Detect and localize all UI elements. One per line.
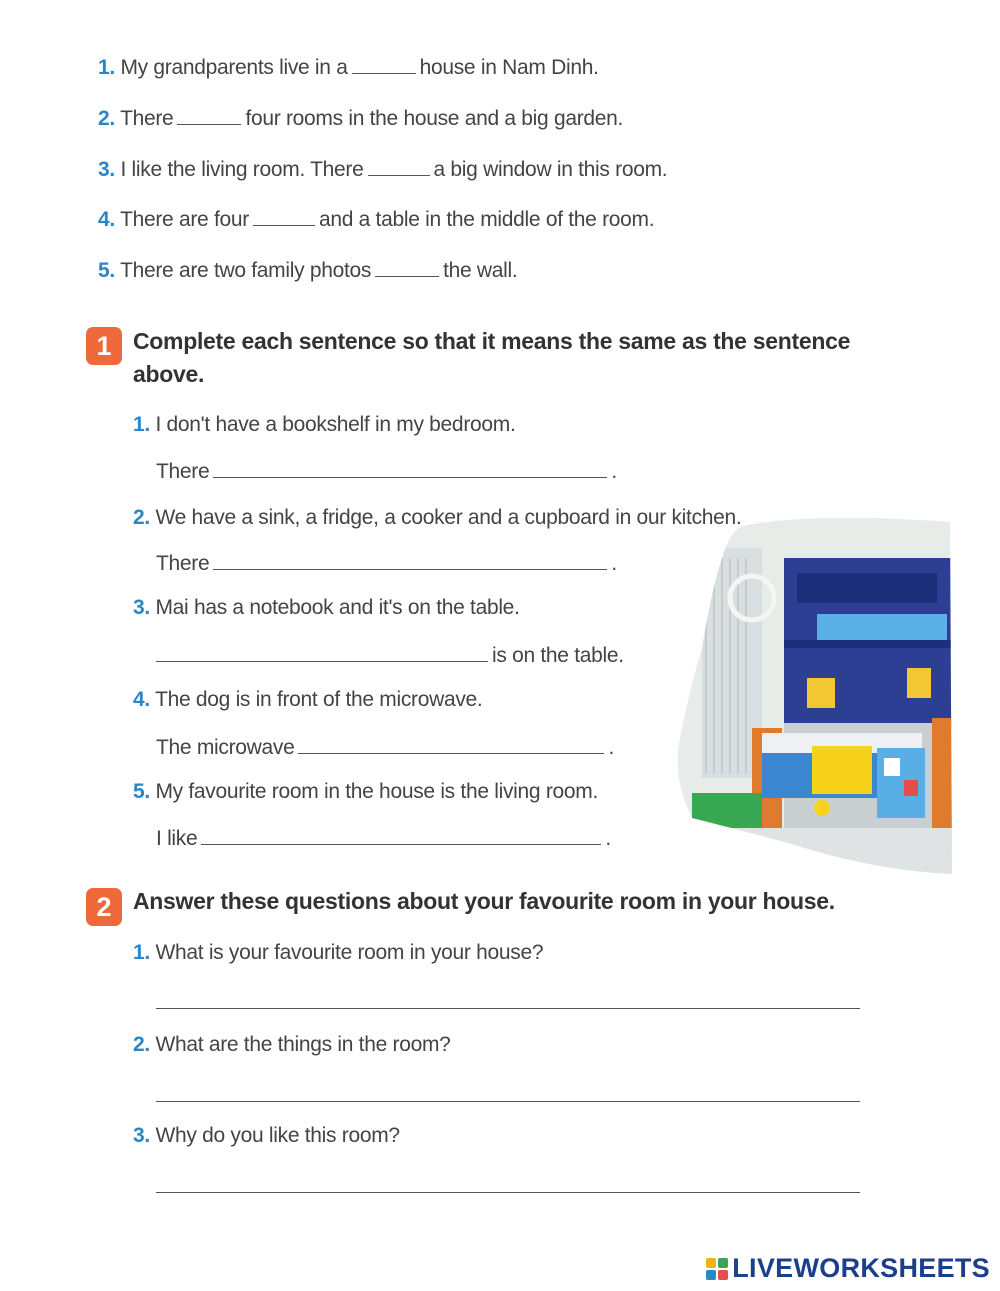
exercise-2-heading: Answer these questions about your favourite room in your house. (133, 888, 835, 914)
liveworksheets-logo: LIVEWORKSHEETS (706, 1253, 990, 1284)
ex1-item-2-sentence: 2. We have a sink, a fridge, a cooker and a cupboard in our kitchen. (133, 506, 742, 529)
answer-input[interactable] (298, 735, 604, 754)
answer-input[interactable] (213, 551, 607, 570)
exercise-2-badge: 2 (86, 888, 122, 926)
answer-line-1[interactable] (156, 1008, 860, 1009)
blank-input[interactable] (375, 258, 439, 277)
ex1-item-2-answer: There . (156, 552, 617, 575)
top-sentence-5: 5. There are two family photos the wall. (98, 259, 518, 282)
blank-input[interactable] (253, 207, 315, 226)
answer-line-2[interactable] (156, 1101, 860, 1102)
answer-line-3[interactable] (156, 1192, 860, 1193)
blank-input[interactable] (368, 157, 430, 176)
bedroom-photo-icon (672, 518, 952, 876)
ex1-item-4-answer: The microwave . (156, 736, 615, 759)
top-sentence-2: 2. There four rooms in the house and a big garden. (98, 107, 624, 130)
answer-input[interactable] (201, 826, 601, 845)
answer-input[interactable] (213, 459, 607, 478)
top-sentence-1: 1. My grandparents live in a house in Nam Dinh. (98, 56, 599, 79)
ex1-item-5-sentence: 5. My favourite room in the house is the living room. (133, 780, 599, 803)
blank-input[interactable] (177, 106, 241, 125)
ex1-item-3-answer: is on the table. (156, 643, 624, 668)
ex2-question-1: 1. What is your favourite room in your house? (133, 941, 544, 964)
ex2-question-3: 3. Why do you like this room? (133, 1124, 400, 1147)
blank-input[interactable] (352, 55, 416, 74)
ex1-item-3-sentence: 3. Mai has a notebook and it's on the table. (133, 596, 520, 619)
ex1-item-1-answer: There . (156, 460, 617, 483)
exercise-1-badge: 1 (86, 327, 122, 365)
ex1-item-5-answer: I like . (156, 827, 611, 850)
top-sentence-4: 4. There are four and a table in the middle of the room. (98, 208, 655, 231)
answer-input[interactable] (156, 643, 488, 662)
ex1-item-1-sentence: 1. I don't have a bookshelf in my bedroom. (133, 413, 516, 436)
top-sentence-3: 3. I like the living room. There a big window in this room. (98, 158, 668, 181)
logo-icon (706, 1258, 728, 1280)
ex2-question-2: 2. What are the things in the room? (133, 1033, 451, 1056)
ex1-item-4-sentence: 4. The dog is in front of the microwave. (133, 688, 483, 711)
exercise-1-heading: Complete each sentence so that it means the same as the sentence above. (133, 328, 851, 387)
